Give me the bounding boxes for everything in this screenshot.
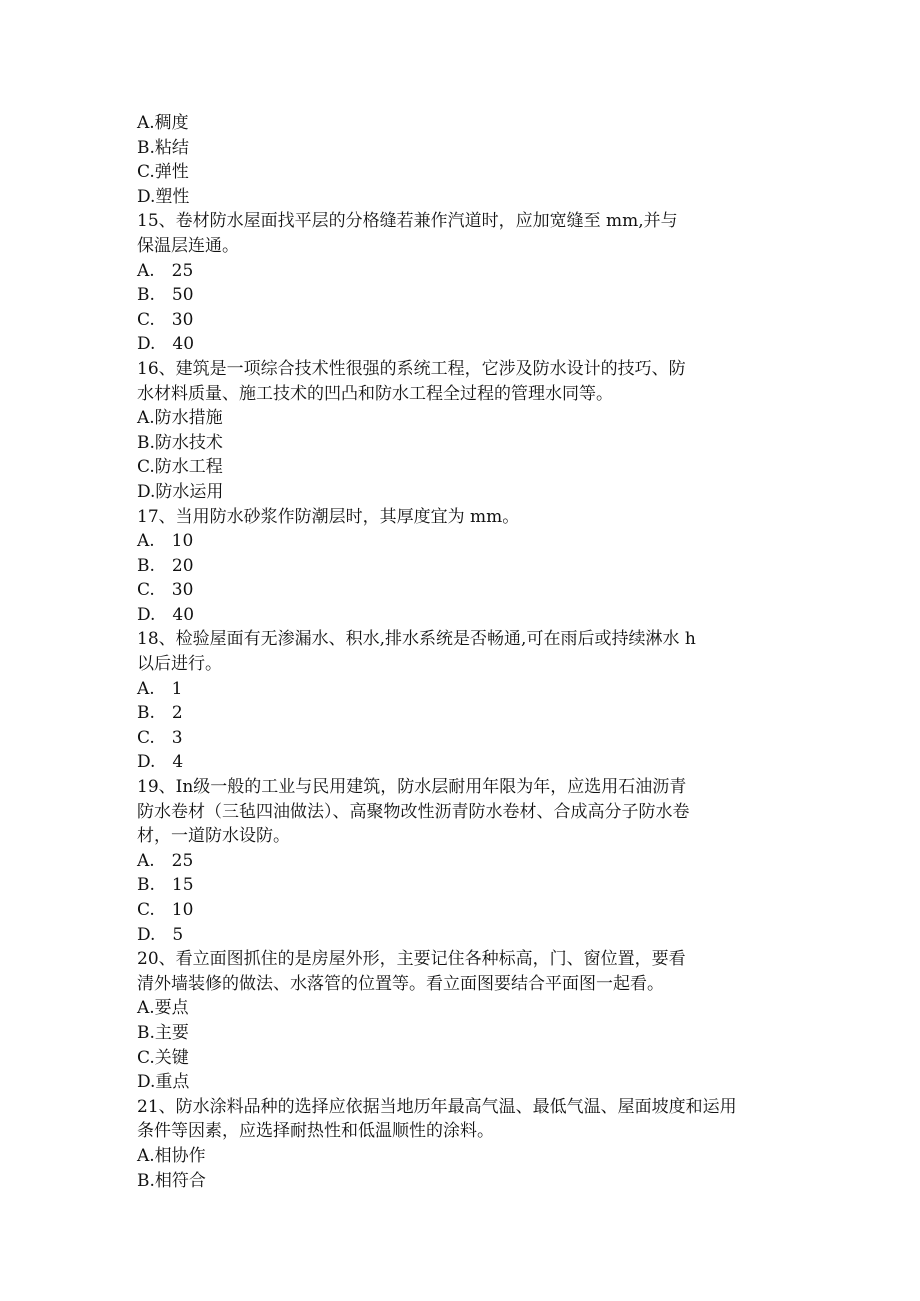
option-line: B. 50 [137,285,194,306]
option-line: C. 3 [137,727,183,748]
option-line: B.主要 [137,1022,189,1043]
option-line: C.弹性 [137,162,189,183]
option-line: D. 5 [137,924,184,945]
question-21-line-1: 21、防水涂料品种的选择应依据当地历年最高气温、最低气温、屋面坡度和运用 [137,1096,737,1117]
document-body [137,111,797,1193]
option-line: D. 40 [137,334,195,355]
question-19-line-1: 19、In级一般的工业与民用建筑，防水层耐用年限为年，应选用石油沥青 [137,777,687,798]
option-line: B. 2 [137,703,183,724]
question-20-line-2: 清外墙装修的做法、水落管的位置等。看立面图要结合平面图一起看。 [137,973,664,994]
option-line: A.防水措施 [137,408,223,429]
option-line: A.稠度 [137,113,189,133]
question-17-line-1: 17、当用防水砂浆作防潮层时，其厚度宜为 mm。 [137,506,520,527]
option-line: D. 4 [137,752,184,773]
option-line: C. 10 [137,900,194,920]
question-18-line-2: 以后进行。 [137,654,222,675]
question-21-line-2: 条件等因素，应选择耐热性和低温顺性的涂料。 [137,1121,494,1142]
option-line: A. 25 [137,260,194,281]
option-line: B. 15 [137,875,194,896]
option-line: D.塑性 [137,186,190,207]
question-16-line-2: 水材料质量、施工技术的凹凸和防水工程全过程的管理水同等。 [137,383,613,404]
option-line: D. 40 [137,604,195,625]
question-19-line-2: 防水卷材（三毡四油做法）、高聚物改性沥青防水卷材、合成高分子防水卷 [137,801,690,822]
question-15-line-1: 15、卷材防水屋面找平层的分格缝若兼作汽道时，应加宽缝至 mm,并与 [137,211,678,232]
option-line: C. 30 [137,309,194,330]
option-line: D.防水运用 [137,481,224,502]
option-line: A.要点 [137,998,189,1019]
option-line: B. 20 [137,555,194,576]
option-line: C.防水工程 [137,457,223,478]
option-line: B.粘结 [137,137,189,158]
question-15-line-2: 保温层连通。 [137,235,239,256]
question-19-line-3: 材，一道防水设防。 [137,826,290,847]
option-line: A. 10 [137,531,194,552]
option-line: C. 30 [137,580,194,601]
option-line: A. 1 [137,678,183,699]
option-line: B.相符合 [137,1170,206,1191]
option-line: D.重点 [137,1072,190,1093]
option-line: A. 25 [137,850,194,871]
question-20-line-1: 20、看立面图抓住的是房屋外形，主要记住各种标高，门、窗位置，要看 [137,949,686,970]
question-18-line-1: 18、检验屋面有无渗漏水、积水,排水系统是否畅通,可在雨后或持续淋水 h [137,629,696,650]
option-line: A.相协作 [137,1145,206,1166]
option-line: C.关键 [137,1047,189,1068]
option-line: B.防水技术 [137,432,223,453]
question-16-line-1: 16、建筑是一项综合技术性很强的系统工程，它涉及防水设计的技巧、防 [137,358,686,379]
